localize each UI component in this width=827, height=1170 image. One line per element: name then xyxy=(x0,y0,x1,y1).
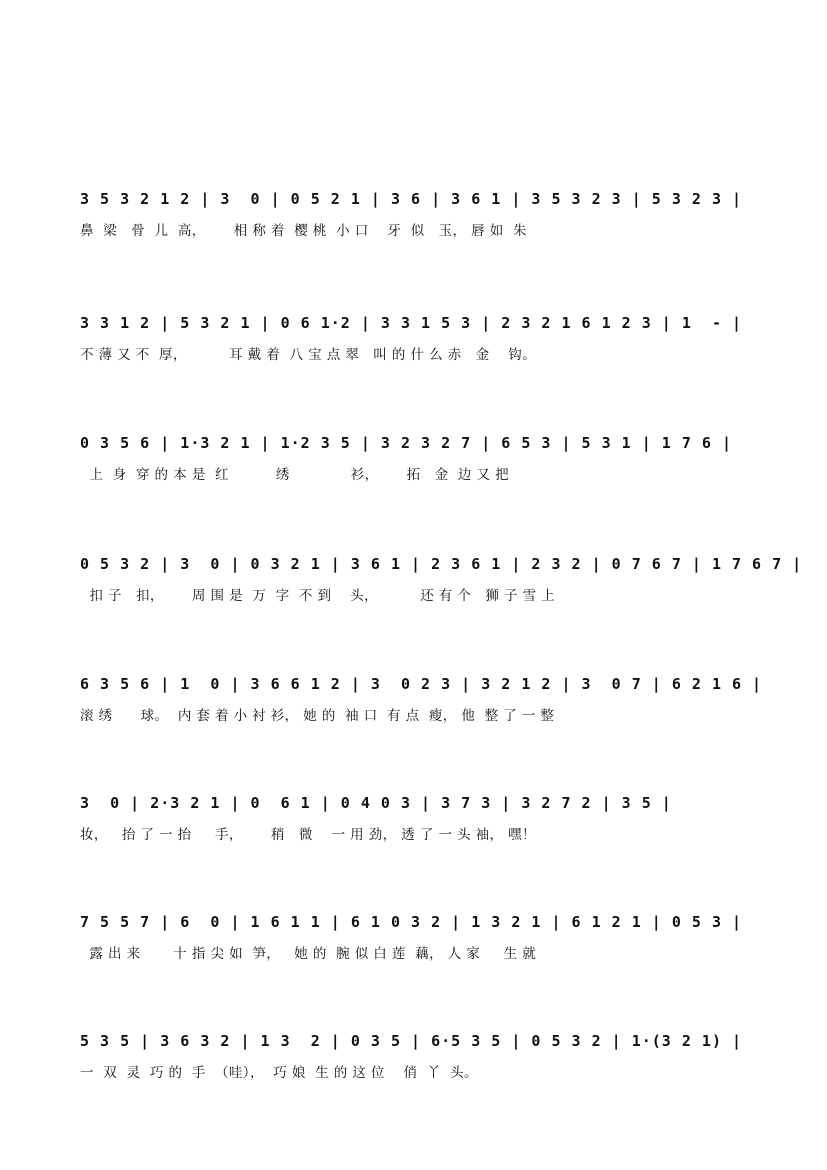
lyrics-line: 扣 子 扣， 周 围 是 万 字 不 到 头， 还 有 个 狮 子 雪 上 xyxy=(80,588,556,604)
music-system-5 xyxy=(80,673,763,743)
music-system-2 xyxy=(80,312,760,382)
notation-line: 0 3 5 6 | 1·3 2 1 | 1·2 3 5 | 3 2 3 2 7 | 6 5 3 | 5 3 1 | 1 7 6 | xyxy=(80,434,732,452)
notation-line: 3 3 1 2 | 5 3 2 1 | 0 6 1·2 | 3 3 1 5 3 | 2 3 2 1 6 1 2 3 | 1 - | xyxy=(80,314,743,332)
music-system-3 xyxy=(80,432,760,502)
lyrics-line: 滚 绣 球。 内 套 着 小 衬 衫， 她 的 袖 口 有 点 瘦， 他 整 了 一 整 xyxy=(80,708,555,724)
notation-line: 0 5 3 2 | 3 0 | 0 3 2 1 | 3 6 1 | 2 3 6 1 | 2 3 2 | 0 7 6 7 | 1 7 6 7 | xyxy=(80,555,803,573)
music-system-1 xyxy=(80,188,760,258)
lyrics-line: 一 双 灵 巧 的 手 （哇）， 巧 娘 生 的 这 位 俏 丫 头。 xyxy=(80,1065,478,1081)
music-system-8 xyxy=(80,1030,760,1100)
music-system-7 xyxy=(80,911,760,981)
notation-line: 3 0 | 2·3 2 1 | 0 6 1 | 0 4 0 3 | 3 7 3 | 3 2 7 2 | 3 5 | xyxy=(80,794,672,812)
lyrics-line: 露 出 来 十 指 尖 如 笋， 她 的 腕 似 白 莲 藕， 人 家 生 就 xyxy=(80,946,537,962)
music-system-6 xyxy=(80,792,760,862)
notation-line: 3 5 3 2 1 2 | 3 0 | 0 5 2 1 | 3 6 | 3 6 1 | 3 5 3 2 3 | 5 3 2 3 | xyxy=(80,190,743,208)
lyrics-line: 上 身 穿 的 本 是 红 绣 衫， 拓 金 边 又 把 xyxy=(80,467,509,483)
notation-line: 7 5 5 7 | 6 0 | 1 6 1 1 | 6 1 0 3 2 | 1 3 2 1 | 6 1 2 1 | 0 5 3 | xyxy=(80,913,743,931)
notation-line: 6 3 5 6 | 1 0 | 3 6 6 1 2 | 3 0 2 3 | 3 2 1 2 | 3 0 7 | 6 2 1 6 | xyxy=(80,675,763,693)
notation-line: 5 3 5 | 3 6 3 2 | 1 3 2 | 0 3 5 | 6·5 3 5 | 0 5 3 2 | 1·(3 2 1) | xyxy=(80,1032,743,1050)
lyrics-line: 不 薄 又 不 厚， 耳 戴 着 八 宝 点 翠 叫 的 什 么 赤 金 钩。 xyxy=(80,347,537,363)
lyrics-line: 鼻 梁 骨 儿 高， 相 称 着 樱 桃 小 口 牙 似 玉， 唇 如 朱 xyxy=(80,223,527,239)
music-system-4 xyxy=(80,553,803,623)
lyrics-line: 妆， 抬 了 一 抬 手， 稍 微 一 用 劲， 透 了 一 头 袖， 嘿！ xyxy=(80,827,536,843)
